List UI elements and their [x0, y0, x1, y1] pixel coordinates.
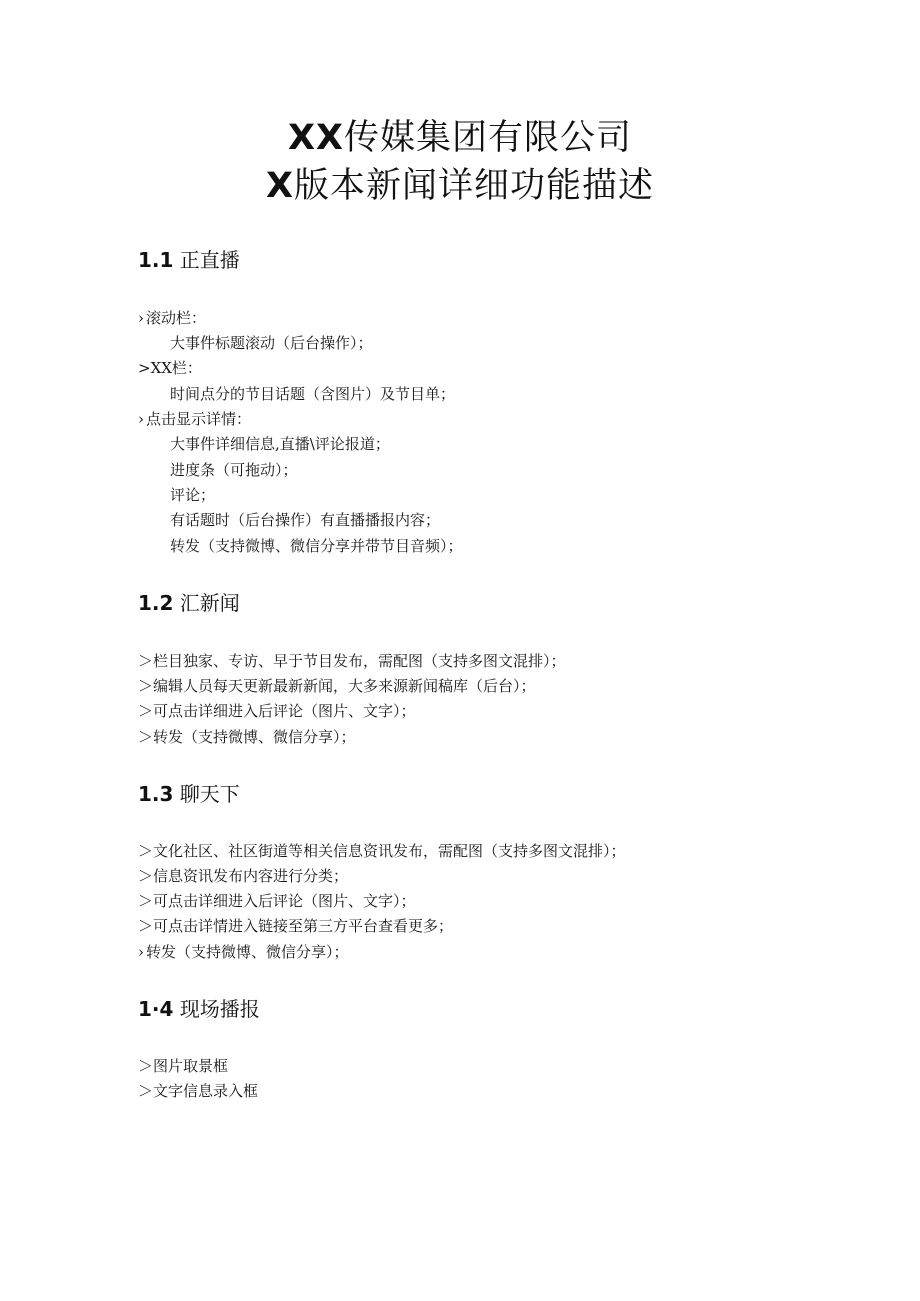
list-item-text: 可点击详细进入后评论（图片、文字）； [153, 892, 416, 910]
list-item [138, 358, 202, 378]
title-document-name: 版本新闻详细功能描述 [293, 166, 654, 206]
list-item-text: 文化社区、社区街道等相关信息资讯发布，需配图（支持多图文混排）； [153, 842, 626, 860]
list-item [138, 942, 349, 962]
section-heading-1-2 [138, 590, 240, 616]
section-number: 1.1 [138, 248, 174, 272]
list-item [170, 434, 390, 454]
bullet-marker: › [138, 309, 144, 327]
list-item-text: 文字信息录入框 [153, 1082, 259, 1100]
bullet-marker: ＞ [138, 867, 154, 885]
section-heading-1-4 [138, 996, 260, 1022]
bullet-marker: ＞ [138, 1082, 154, 1100]
section-heading-1-1 [138, 247, 240, 273]
bullet-marker: › [138, 943, 144, 961]
list-item [138, 651, 566, 671]
section-number: 1·4 [138, 997, 174, 1021]
list-item [138, 409, 251, 429]
bullet-marker: ＞ [138, 1057, 154, 1075]
list-item [170, 333, 373, 353]
list-item-text: 图片取景框 [153, 1057, 229, 1075]
list-item [138, 308, 206, 328]
list-item-text: 评论； [170, 486, 216, 504]
list-item [170, 384, 455, 404]
bullet-marker: ＞ [138, 917, 154, 935]
list-item-text: 转发（支持微博、微信分享并带节目音频）； [170, 537, 463, 555]
list-item-text: 点击显示详情： [146, 410, 252, 428]
section-title: 聊天下 [179, 782, 240, 806]
list-item-text: 信息资讯发布内容进行分类； [153, 867, 349, 885]
title-company-prefix: XX [288, 118, 344, 158]
bullet-marker: ＞ [138, 652, 154, 670]
list-item-text: 可点击详情进入链接至第三方平台查看更多； [153, 917, 454, 935]
list-item [138, 891, 416, 911]
bullet-marker: › [138, 410, 144, 428]
section-number: 1.3 [138, 782, 174, 806]
list-item-text: 有话题时（后台操作）有直播播报内容； [170, 511, 441, 529]
list-item [138, 916, 453, 936]
list-item [138, 866, 348, 886]
bullet-marker: ＞ [138, 728, 154, 746]
list-item-text: 时间点分的节目话题（含图片）及节目单； [170, 385, 456, 403]
bullet-marker: ＞ [138, 677, 154, 695]
list-item-text: 大事件详细信息,直播\评论报道； [170, 435, 390, 453]
bullet-marker: ＞ [138, 842, 154, 860]
title-company-name: 传媒集团有限公司 [343, 118, 632, 158]
list-item [170, 460, 298, 480]
section-title: 现场播报 [179, 997, 260, 1021]
list-item-text: 可点击详细进入后评论（图片、文字）； [153, 702, 416, 720]
list-item [170, 536, 463, 556]
list-item [138, 701, 416, 721]
list-item-text: 滚动栏： [146, 309, 207, 327]
bullet-marker: > [138, 359, 151, 377]
list-item-text: 栏目独家、专访、早于节目发布，需配图（支持多图文混排）； [153, 652, 566, 670]
list-item [138, 727, 356, 747]
document-title-line-2 [0, 164, 920, 208]
list-item-text: 大事件标题滚动（后台操作）； [170, 334, 373, 352]
list-item [138, 676, 536, 696]
list-item-text: 编辑人员每天更新最新新闻，大多来源新闻稿库（后台）； [153, 677, 536, 695]
section-title: 汇新闻 [179, 591, 240, 615]
list-item [138, 1056, 228, 1076]
list-item-text: 转发（支持微博、微信分享）； [146, 943, 349, 961]
section-number: 1.2 [138, 591, 174, 615]
list-item-text: 转发（支持微博、微信分享）； [153, 728, 356, 746]
list-item [138, 841, 626, 861]
list-item [170, 485, 215, 505]
list-item-text: XX栏： [150, 359, 202, 377]
section-heading-1-3 [138, 781, 240, 807]
list-item [170, 510, 440, 530]
list-item [138, 1081, 258, 1101]
bullet-marker: ＞ [138, 702, 154, 720]
document-title-line-1 [0, 116, 920, 160]
title-version-prefix: X [265, 166, 294, 206]
list-item-text: 进度条（可拖动）； [170, 461, 298, 479]
bullet-marker: ＞ [138, 892, 154, 910]
section-title: 正直播 [179, 248, 240, 272]
